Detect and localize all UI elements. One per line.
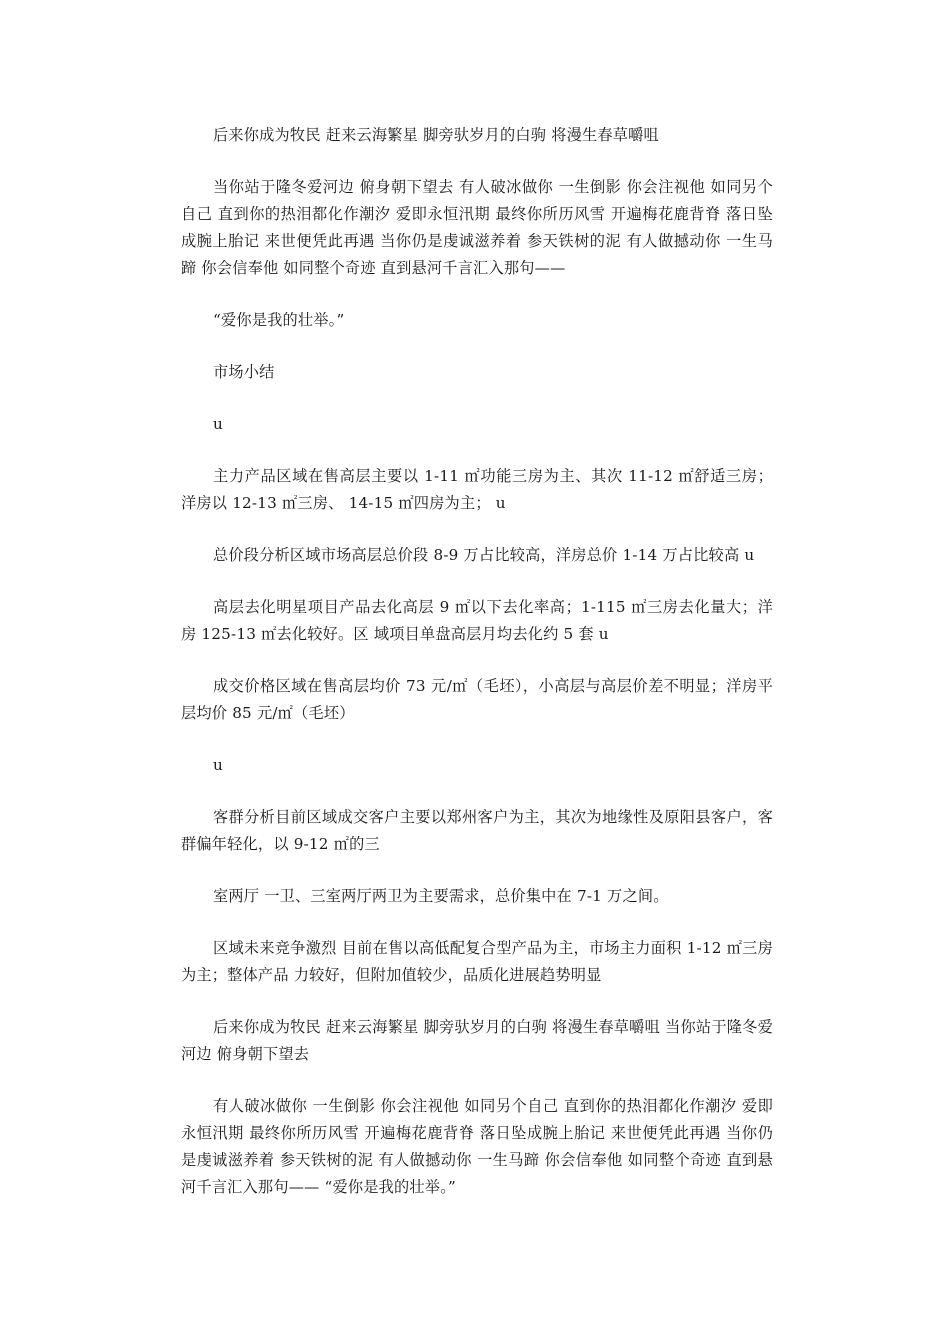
paragraph-poem-intro: 后来你成为牧民 赶来云海繁星 脚旁驮岁月的白驹 将漫生春草嚼咀 [213,126,659,144]
paragraph-transaction-price: 成交价格区域在售高层均价 73 元/㎡（毛坯），小高层与高层价差不明显；洋房平层均价 85 元/㎡（毛坯） [181,677,773,722]
paragraph-absorption: 高层去化明星项目产品去化高层 9 ㎡以下去化率高；1-115 ㎡三房去化量大；洋房 125-13 ㎡去化较好。区 域项目单盘高层月均去化约 5 套 u [181,598,773,643]
paragraph-customer-analysis: 客群分析目前区域成交客户主要以郑州客户为主，其次为地缘性及原阳县客户，客群偏年轻化，以 9-12 ㎡的三 [181,808,773,853]
bullet-marker: u [213,415,223,433]
paragraph-total-price: 总价段分析区域市场高层总价段 8-9 万占比较高，洋房总价 1-14 万占比较高 u [213,546,755,564]
section-heading-market-summary: 市场小结 [213,363,275,381]
paragraph-poem-repeat-intro: 后来你成为牧民 赶来云海繁星 脚旁驮岁月的白驹 将漫生春草嚼咀 当你站于隆冬爱河边 俯身朝下望去 [181,1018,773,1063]
paragraph-poem-quote: “爱你是我的壮举。” [213,311,345,329]
paragraph-competition: 区域未来竞争激烈 目前在售以高低配复合型产品为主，市场主力面积 1-12 ㎡三房为主；整体产品 力较好，但附加值较少，品质化进展趋势明显 [181,939,773,984]
bullet-marker: u [213,756,223,774]
paragraph-poem-body: 当你站于隆冬爱河边 俯身朝下望去 有人破冰做你 一生倒影 你会注视他 如同另个自己 直到你的热泪都化作潮汐 爱即永恒汛期 最终你所历风雪 开遍梅花鹿背脊 落日坠成腕上胎记 来世便凭此再遇 当你仍是虔诚滋养着 参天铁树的泥 有人做撼动你 一生马蹄 你会信奉他 如同整个奇迹 直到悬河千言汇入那句—— [181,178,773,277]
paragraph-main-products: 主力产品区域在售高层主要以 1-11 ㎡功能三房为主、其次 11-12 ㎡舒适三房；洋房以 12-13 ㎡三房、 14-15 ㎡四房为主； u [181,467,773,512]
paragraph-customer-demand: 室两厅 一卫、三室两厅两卫为主要需求，总价集中在 7-1 万之间。 [213,887,669,905]
document-body [181,122,773,1226]
paragraph-poem-repeat-body: 有人破冰做你 一生倒影 你会注视他 如同另个自己 直到你的热泪都化作潮汐 爱即永恒汛期 最终你所历风雪 开遍梅花鹿背脊 落日坠成腕上胎记 来世便凭此再遇 当你仍是虔诚滋养着 参天铁树的泥 有人做撼动你 一生马蹄 你会信奉他 如同整个奇迹 直到悬河千言汇入那句—— “爱你是我的壮举。” [181,1097,773,1196]
